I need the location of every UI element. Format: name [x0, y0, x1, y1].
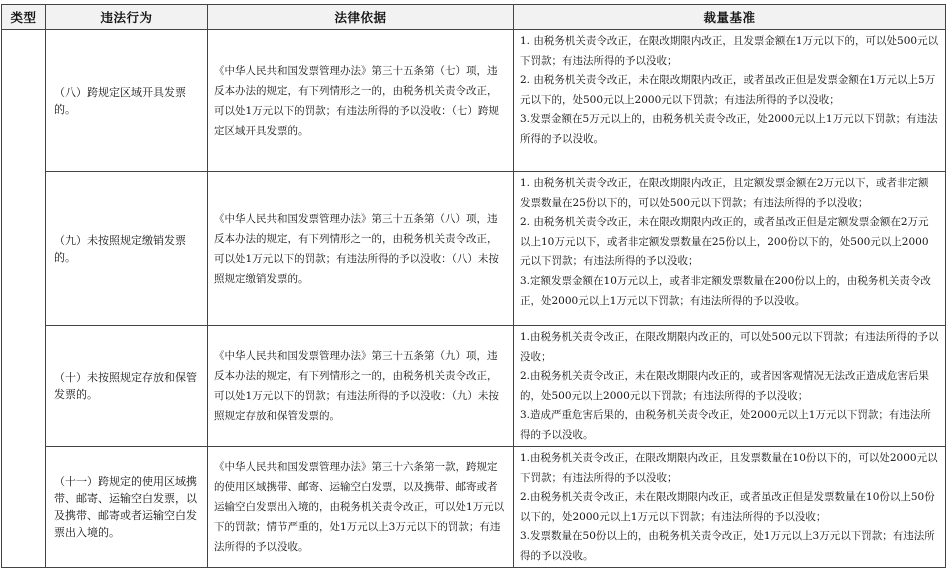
standard-cell	[514, 326, 946, 447]
standard-cell	[514, 447, 946, 568]
type-cell	[2, 30, 46, 568]
standard-item: 2. 由税务机关责令改正，未在限改期限内改正的，或者虽改正但是定额发票金额在2万元以上10万元以下，或者非定额发票数量在25份以上，200份以下的，处500元以上2000元以下罚款；有违法所得的予以没收；	[520, 216, 929, 268]
behavior-cell: （十一）跨规定的使用区域携带、邮寄、运输空白发票，以及携带、邮寄或者运输空白发票出入境的。	[46, 447, 208, 568]
basis-cell: 《中华人民共和国发票管理办法》第三十五条第（九）项，违反本办法的规定，有下列情形之一的，由税务机关责令改正，可以处1万元以下的罚款；有违法所得的予以没收：（九）未按照规定存放和保管发票的。	[208, 326, 514, 447]
standard-item: 3.发票金额在5万元以上的，由税务机关责令改正，处2000元以上1万元以下罚款；有违法所得的予以没收。	[520, 113, 938, 145]
standard-item: 3.造成严重危害后果的，由税务机关责令改正，处2000元以上1万元以下罚款；有违法所得的予以没收。	[520, 409, 931, 441]
behavior-cell: （九）未按照规定缴销发票的。	[46, 172, 208, 326]
header-standard: 裁量基准	[514, 5, 946, 30]
table-row	[2, 447, 946, 568]
header-basis: 法律依据	[208, 5, 514, 30]
standard-item: 2.由税务机关责令改正，未在限改期限内改正的，或者因客观情况无法改正造成危害后果的，处500元以上2000元以下罚款；有违法所得的予以没收；	[520, 370, 930, 402]
table-header-row	[2, 5, 946, 30]
standard-cell	[514, 30, 946, 172]
basis-cell: 《中华人民共和国发票管理办法》第三十六条第一款，跨规定的使用区域携带、邮寄、运输空白发票，以及携带、邮寄或者运输空白发票出入境的，由税务机关责令改正，可以处1万元以下的罚款；情节严重的，处1万元以上3万元以下的罚款；有违法所得的予以没收。	[208, 447, 514, 568]
behavior-cell: （十）未按照规定存放和保管发票的。	[46, 326, 208, 447]
table-row	[2, 172, 946, 326]
standard-item: 2.由税务机关责令改正，未在限改期限内改正，或者虽改正但是发票数量在10份以上50份以下的，处2000元以上1万元以下罚款；有违法所得的予以没收；	[520, 491, 935, 523]
behavior-cell: （八）跨规定区域开具发票的。	[46, 30, 208, 172]
table-row	[2, 326, 946, 447]
standard-item: 1.由税务机关责令改正，在限改期限内改正，且发票数量在10份以下的，可以处2000元以下罚款；有违法所得的予以没收；	[520, 452, 938, 484]
standard-item: 1. 由税务机关责令改正，在限改期限内改正，且定额发票金额在2万元以下，或者非定额发票数量在25份以下的，可以处500元以下罚款；有违法所得的予以没收；	[520, 177, 929, 209]
header-behavior: 违法行为	[46, 5, 208, 30]
basis-cell: 《中华人民共和国发票管理办法》第三十五条第（八）项，违反本办法的规定，有下列情形之一的，由税务机关责令改正，可以处1万元以下的罚款；有违法所得的予以没收：（八）未按照规定缴销发票的。	[208, 172, 514, 326]
basis-cell: 《中华人民共和国发票管理办法》第三十五条第（七）项，违反本办法的规定，有下列情形之一的，由税务机关责令改正，可以处1万元以下的罚款；有违法所得的予以没收：（七）跨规定区域开具发票的。	[208, 30, 514, 172]
table-row	[2, 30, 946, 172]
standard-item: 1. 由税务机关责令改正，在限改期限内改正，且发票金额在1万元以下的，可以处500元以下罚款；有违法所得的予以没收；	[520, 35, 939, 67]
header-type: 类型	[2, 5, 46, 30]
penalty-standard-table	[1, 4, 946, 568]
standard-item: 1.由税务机关责令改正，在限改期限内改正的，可以处500元以下罚款；有违法所得的予以没收；	[520, 331, 939, 363]
standard-item: 2. 由税务机关责令改正，未在限改期限内改正，或者虽改正但是发票金额在1万元以上5万元以下的，处500元以上2000元以下罚款；有违法所得的予以没收；	[520, 74, 936, 106]
standard-item: 3.发票数量在50份以上的，由税务机关责令改正，处1万元以上3万元以下罚款；有违法所得的予以没收。	[520, 530, 935, 562]
standard-item: 3.定额发票金额在10万元以上，或者非定额发票数量在200份以上的，由税务机关责令改正，处2000元以上1万元以下罚款；有违法所得的予以没收。	[520, 274, 931, 307]
standard-cell	[514, 172, 946, 326]
